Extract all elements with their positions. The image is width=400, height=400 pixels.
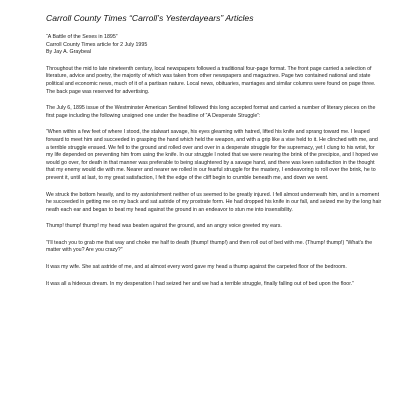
article-headline: “A Battle of the Sexes in 1895” [46, 34, 118, 40]
body-paragraph: The July 6, 1895 issue of the Westminster American Sentinel followed this long accepted format and carried a number of literary pieces on the first page including the following unsigned one under the headline of “A Desperate Struggle”: [46, 105, 376, 119]
document-title: Carroll County Times “Carroll’s Yesterdayears” Articles [46, 13, 254, 23]
quoted-paragraph: “When within a few feet of where I stood, the stalwart savage, his eyes gleaming with hatred, lifted his knife and sprang toward me. I leaped forward to meet him and succeeded in grasping the hand which held the weapon, and with a grip like a vise held to it. He clinched with me, and a terrible struggle ensued. We fell to the ground and rolled over and over in a desperate struggle for the supremacy, yet I clung to his wrist, for my life depended on preventing him from using the knife. In our struggle I noted that we were nearing the brink of the precipice, and I hoped we would go over, for death in that manner was preferable to being slaughtered by a savage hand, and there was keen satisfaction in the thought that my enemy would die with me. Nearer and nearer we rolled in our fearful struggle for the mastery, I endeavoring to roll over the brink, he to prevent it, until at last, to my great satisfaction, I felt the edge of the cliff begin to crumble beneath me, and down we went. [46, 129, 379, 181]
article-source: Carroll County Times article for 2 July 1995 [46, 41, 148, 48]
article-byline: By Jay A. Graybeal [46, 49, 92, 56]
quoted-paragraph: Thump! thump! thump! my head was beaten against the ground, and an angry voice greeted my ears. [46, 223, 282, 230]
body-paragraph: Throughout the mid to late nineteenth century, local newspapers followed a traditional four-page format. The front page carried a selection of literature, advice and poetry, the majority of which was taken from other newspapers and magazines. Page two contained national and state political and economic news, much of it of a partisan nature. Local news, obituaries, marriages and similar columns were found on page three. The back page was reserved for advertising. [46, 65, 376, 95]
quoted-paragraph: It was my wife. She sat astride of me, and at almost every word gave my head a thump against the carpeted floor of the bedroom. [46, 264, 347, 271]
article-meta [46, 34, 382, 57]
quoted-paragraph: We struck the bottom heavily, and to my astonishment neither of us seemed to be greatly injured. I fell almost underneath him, and in a moment he succeeded in getting me on my back and sat astride of my prostrate form. He had dropped his knife in our fall, and seized me by the long hair neath each ear and began to beat my head against the ground in an endeavor to stun me into insensibility. [46, 191, 382, 213]
quoted-paragraph: “I’ll teach you to grab me that way and choke me half to death (thump! thump!) and then roll out of bed with me. (Thump! thump!) “What’s the matter with you? Are you crazy?” [46, 239, 373, 254]
quoted-paragraph: It was all a hideous dream. In my desperation I had seized her and we had a terrible struggle, finally falling out of bed upon the floor.” [46, 280, 354, 287]
